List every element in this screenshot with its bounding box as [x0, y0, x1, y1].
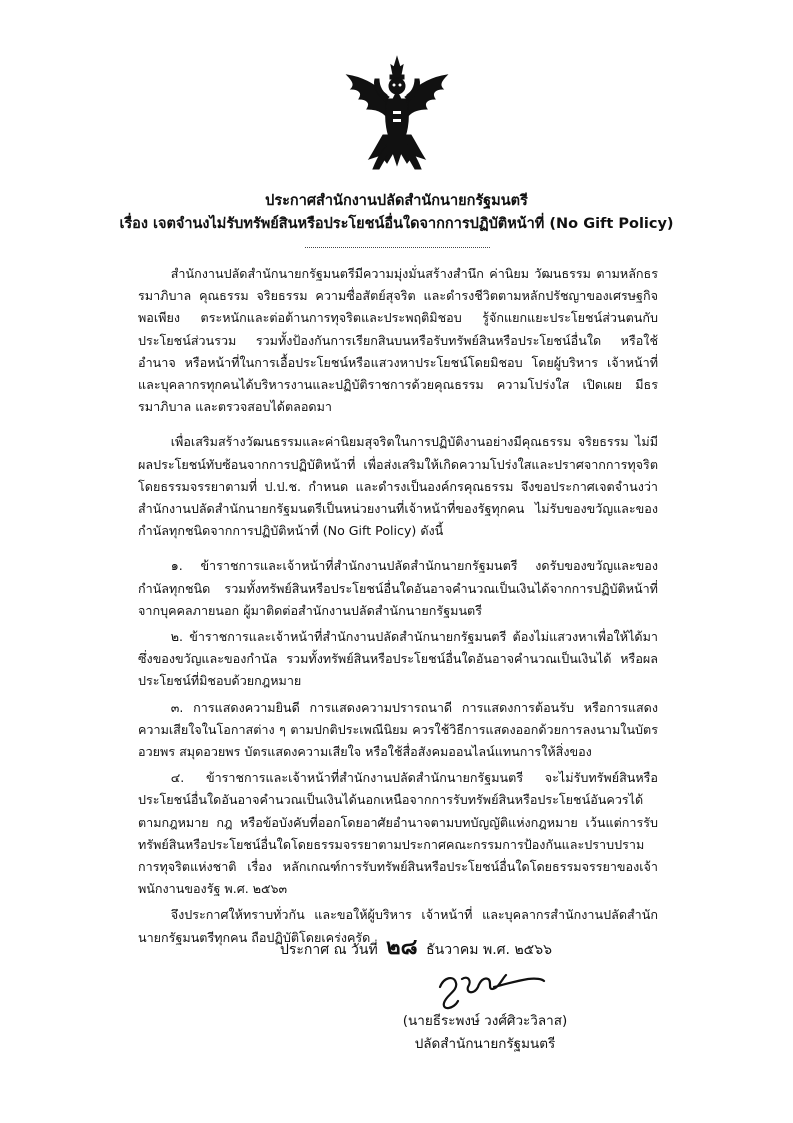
- date-suffix: ธันวาคม พ.ศ. ๒๕๖๖: [426, 942, 553, 958]
- policy-item-4: ๔. ข้าราชการและเจ้าหน้าที่สำนักงานปลัดสำนักนายกรัฐมนตรี จะไม่รับทรัพย์สินหรือประโยชน์อื่นใดอันอาจคำนวณเป็นเงินได้นอกเหนือจากการรับทรัพย์สินหรือประโยชน์อันควรได้ตามกฎหมาย กฎ หรือข้อบังคับที่ออกโดยอาศัยอำนาจตามบทบัญญัติแห่งกฎหมาย เว้นแต่การรับทรัพย์สินหรือประโยชน์อื่นใดโดยธรรมจรรยาตามประกาศคณะกรรมการป้องกันและปราบปรามการทุจริตแห่งชาติ เรื่อง หลักเกณฑ์การรับทรัพย์สินหรือประโยชน์อื่นใดโดยธรรมจรรยาของเจ้าพนักงานของรัฐ พ.ศ. ๒๕๖๓: [138, 770, 658, 897]
- date-day: ๒๘: [386, 935, 418, 960]
- announcement-date: [280, 936, 552, 962]
- garuda-emblem-icon: [343, 55, 451, 173]
- signer-name: (นายธีระพงษ์ วงศ์ศิวะวิลาส): [402, 1013, 568, 1029]
- announcement-subject: เรื่อง เจตจำนงไม่รับทรัพย์สินหรือประโยชน์อื่นใดจากการปฏิบัติหน้าที่ (No Gift Policy): [119, 216, 674, 232]
- announcement-body: [138, 263, 658, 962]
- policy-item-3: ๓. การแสดงความยินดี การแสดงความปรารถนาดี การแสดงการต้อนรับ หรือการแสดงความเสียใจในโอกาสต่าง ๆ ตามปกติประเพณีนิยม ควรใช้วิธีการแสดงออกด้วยการลงนามในบัตรอวยพร สมุดอวยพร บัตรแสดงความเสียใจ หรือใช้สื่อสังคมออนไลน์แทนการให้สิ่งของ: [138, 699, 658, 760]
- policy-item-2: ๒. ข้าราชการและเจ้าหน้าที่สำนักงานปลัดสำนักนายกรัฐมนตรี ต้องไม่แสวงหาเพื่อให้ได้มาซึ่งของขวัญและของกำนัล รวมทั้งทรัพย์สินหรือประโยชน์อื่นใดอันอาจคำนวณเป็นเงินได้ หรือผลประโยชน์ที่มิชอบด้วยกฎหมาย: [138, 629, 658, 689]
- closing-paragraph: จึงประกาศให้ทราบทั่วกัน และขอให้ผู้บริหาร เจ้าหน้าที่ และบุคลากรสำนักงานปลัดสำนักนายกรัฐมนตรีทุกคน ถือปฏิบัติโดยเคร่งครัด: [138, 907, 658, 945]
- signer-position: ปลัดสำนักนายกรัฐมนตรี: [414, 1036, 556, 1052]
- title-divider: [305, 247, 490, 248]
- intro-paragraph-2: เพื่อเสริมสร้างวัฒนธรรมและค่านิยมสุจริตในการปฏิบัติงานอย่างมีคุณธรรม จริยธรรม ไม่มีผลประโยชน์ทับซ้อนจากการปฏิบัติหน้าที่ เพื่อส่งเสริมให้เกิดความโปร่งใสและปราศจากการทุจริต โดยธรรมจรรยาตามที่ ป.ป.ช. กำหนด และดำรงเป็นองค์กรคุณธรรม จึงขอประกาศเจตจำนงว่า สำนักงานปลัดสำนักนายกรัฐมนตรีเป็นหน่วยงานที่เจ้าหน้าที่ของรัฐทุกคน ไม่รับของขวัญและของกำนัลทุกชนิดจากการปฏิบัติหน้าที่ (No Gift Policy) ดังนี้: [138, 434, 658, 539]
- policy-item-1: ๑. ข้าราชการและเจ้าหน้าที่สำนักงานปลัดสำนักนายกรัฐมนตรี งดรับของขวัญและของกำนัลทุกชนิด รวมทั้งทรัพย์สินหรือประโยชน์อื่นใดอันอาจคำนวณเป็นเงินได้จากการปฏิบัติหน้าที่ จากบุคคลภายนอก ผู้มาติดต่อสำนักงานปลัดสำนักนายกรัฐมนตรี: [138, 558, 658, 618]
- announcement-title: ประกาศสำนักงานปลัดสำนักนายกรัฐมนตรี: [265, 193, 528, 209]
- intro-paragraph-1: สำนักงานปลัดสำนักนายกรัฐมนตรีมีความมุ่งมั่นสร้างสำนึก ค่านิยม วัฒนธรรม ตามหลักธรรมาภิบาล คุณธรรม จริยธรรม ความซื่อสัตย์สุจริต และดำรงชีวิตตามหลักปรัชญาของเศรษฐกิจพอเพียง ตระหนักและต่อต้านการทุจริตและประพฤติมิชอบ รู้จักแยกแยะประโยชน์ส่วนตนกับประโยชน์ส่วนรวม รวมทั้งป้องกันการเรียกสินบนหรือรับทรัพย์สินหรือประโยชน์อื่นใด หรือใช้อำนาจ หรือหน้าที่ในการเอื้อประโยชน์หรือแสวงหาประโยชน์โดยมิชอบ โดยผู้บริหาร เจ้าหน้าที่และบุคลากรทุกคนได้บริหารงานและปฏิบัติราชการด้วยคุณธรรม ความโปร่งใส เปิดเผย มีธรรมาภิบาล และตรวจสอบได้ตลอดมา: [138, 266, 658, 415]
- date-prefix: ประกาศ ณ วันที่: [280, 942, 378, 958]
- handwritten-signature: [432, 965, 547, 1013]
